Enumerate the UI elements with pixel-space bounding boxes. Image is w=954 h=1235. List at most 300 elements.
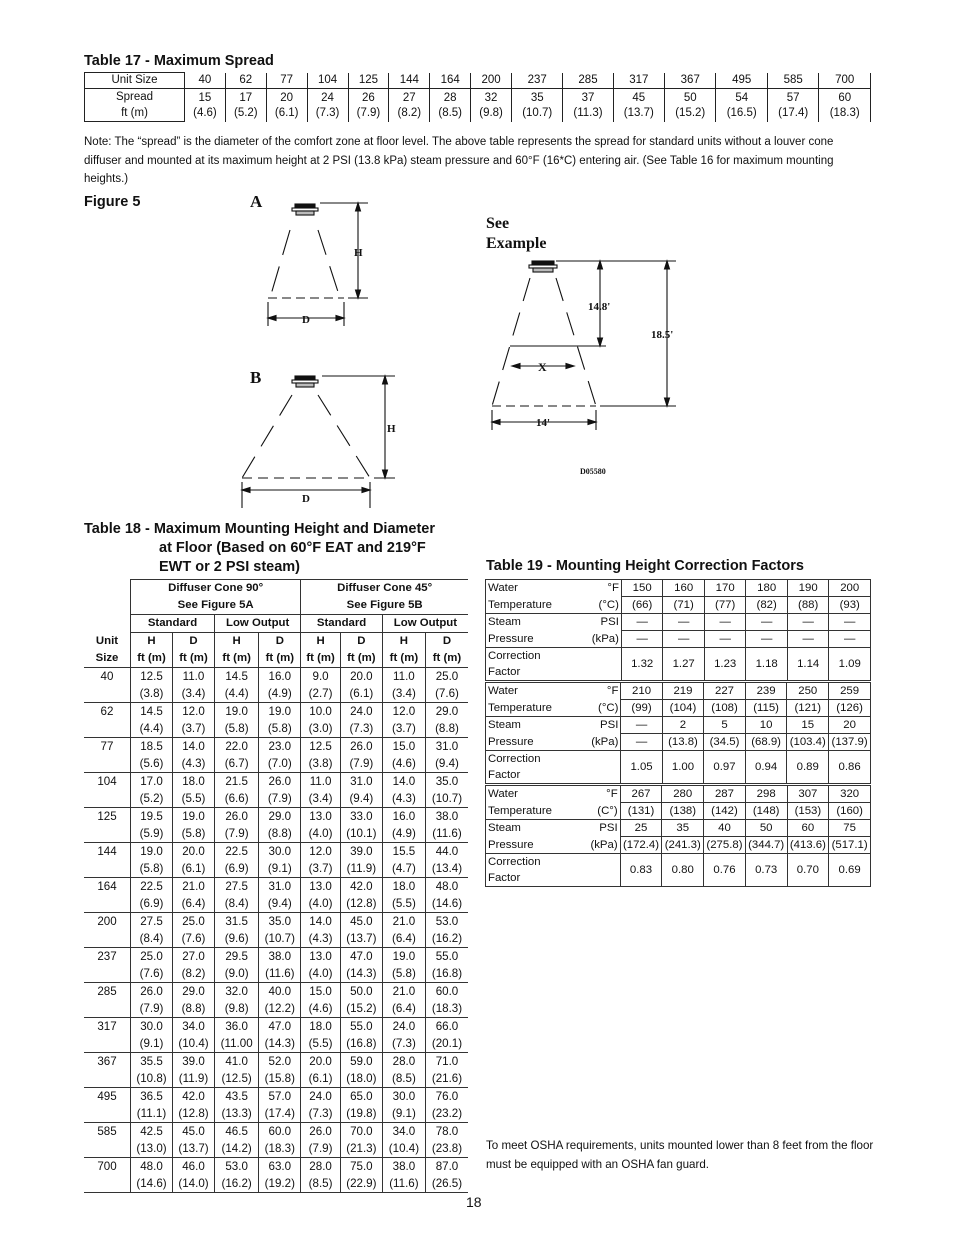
table18-cell-ft: 12.5 — [131, 668, 173, 686]
table19-cell: (172.4) — [620, 837, 662, 854]
table19-cell: 0.76 — [704, 854, 746, 887]
table19-row-unit: °F — [575, 580, 621, 597]
table19-cell: 0.89 — [787, 751, 829, 784]
table18-cell-m: (6.4) — [173, 895, 215, 913]
table18-cell-ft: 41.0 — [215, 1053, 259, 1071]
table18-cell-m: (6.1) — [173, 860, 215, 878]
table18-cell-m: (21.6) — [425, 1070, 468, 1088]
table17-cell: (5.2) — [225, 106, 266, 122]
table18-cell-ft: 38.0 — [425, 808, 468, 826]
table19-cell: — — [621, 734, 662, 751]
table18-cell-ft: 53.0 — [425, 913, 468, 931]
table19-row — [486, 837, 871, 854]
table19-row-label: Water — [486, 683, 576, 700]
table18-cell-m: (7.6) — [173, 930, 215, 948]
table18-cell-ft: 15.0 — [382, 738, 425, 756]
table18-cell-ft: 35.5 — [131, 1053, 173, 1071]
table19-row-unit: (kPa) — [575, 837, 621, 854]
table18-cell-ft: 26.0 — [131, 983, 173, 1001]
cone45-header: Diffuser Cone 45° — [301, 580, 468, 598]
table19-cell: (13.8) — [662, 734, 704, 751]
table18-cell-m: (7.9) — [340, 755, 382, 773]
table18-cell-m: (8.4) — [131, 930, 173, 948]
table18-cell-m: (6.7) — [215, 755, 259, 773]
table18-unit-size: 700 — [84, 1158, 131, 1176]
standard-90-header: Standard — [131, 615, 215, 633]
table19-row-label: Correction Factor — [486, 854, 575, 887]
table18-unit-size: 367 — [84, 1053, 131, 1071]
table18-unit-size: 40 — [84, 668, 131, 686]
table19-row — [486, 597, 871, 614]
table18-cell-m: (12.5) — [215, 1070, 259, 1088]
table19-row-unit: (°C) — [575, 597, 621, 614]
table19-row — [486, 786, 871, 803]
table19-cell: 0.86 — [829, 751, 871, 784]
table17-title: Table 17 - Maximum Spread — [84, 53, 274, 69]
standard-45-header: Standard — [301, 615, 383, 633]
table18-cell-ft: 31.0 — [340, 773, 382, 791]
table18-cell-m: (14.3) — [340, 965, 382, 983]
table18-cell-m: (11.1) — [131, 1105, 173, 1123]
table17-cell: 125 — [348, 73, 389, 89]
table18-cell-ft: 53.0 — [215, 1158, 259, 1176]
table18-cell-ft: 24.0 — [340, 703, 382, 721]
table18-cell-ft: 52.0 — [259, 1053, 301, 1071]
table19-row-label: Pressure — [486, 837, 575, 854]
table18-cell-ft: 33.0 — [340, 808, 382, 826]
table18-cell-m: (20.1) — [425, 1035, 468, 1053]
table17-cell: 37 — [563, 89, 613, 107]
table18-cell-m: (15.2) — [340, 1000, 382, 1018]
table18-col-header: D — [340, 633, 382, 651]
table19-cell: (160) — [829, 803, 871, 820]
table19-cell: (241.3) — [662, 837, 704, 854]
table17-cell: 20 — [266, 89, 307, 107]
table18-cell-m: (19.8) — [340, 1105, 382, 1123]
table18-cell-ft: 11.0 — [382, 668, 425, 686]
table18-cell-ft: 71.0 — [425, 1053, 468, 1071]
table18-cell-m: (6.9) — [131, 895, 173, 913]
table19-cell: 150 — [621, 580, 663, 597]
fig-b-h-label: H — [387, 423, 396, 435]
table18-cell-m: (8.2) — [173, 965, 215, 983]
table17-cell: 28 — [430, 89, 471, 107]
table18-row — [84, 948, 468, 966]
table17-cell: 317 — [613, 73, 664, 89]
table18-row-metric — [84, 755, 468, 773]
table17-cell: 700 — [819, 73, 871, 89]
table19-cell: 1.14 — [787, 648, 829, 681]
table19-row-unit: PSI — [575, 717, 621, 734]
table18-cell-m: (13.3) — [215, 1105, 259, 1123]
table19-cell: 250 — [787, 683, 829, 700]
table18-cell-ft: 14.5 — [131, 703, 173, 721]
table18-cell-ft: 60.0 — [259, 1123, 301, 1141]
table19-cell: (71) — [663, 597, 705, 614]
table18-cell-ft: 27.5 — [131, 913, 173, 931]
table18-cell-m: (4.9) — [382, 825, 425, 843]
table18-cell-ft: 12.0 — [382, 703, 425, 721]
table18-cell-ft: 45.0 — [340, 913, 382, 931]
table19-cell: 20 — [829, 717, 871, 734]
table19-cell: (148) — [745, 803, 787, 820]
cone90-header: Diffuser Cone 90° — [131, 580, 301, 598]
table19-cell: 75 — [829, 820, 871, 837]
table18-cell-m: (3.4) — [301, 790, 341, 808]
table18-cell-ft: 27.5 — [215, 878, 259, 896]
table18-title-line3: EWT or 2 PSI steam) — [159, 559, 301, 575]
table19-row — [486, 854, 871, 887]
table19-row-label: Water — [486, 580, 576, 597]
table18-title-line2: at Floor (Based on 60°F EAT and 219°F — [159, 540, 426, 556]
table19-cell: 1.32 — [621, 648, 663, 681]
table18-cell-ft: 14.0 — [301, 913, 341, 931]
table19-cell: — — [621, 614, 663, 631]
table18-col-header: H — [382, 633, 425, 651]
table18-cell-m: (10.4) — [382, 1140, 425, 1158]
table18-col-header: D — [259, 633, 301, 651]
fig-dim-14: 14' — [536, 417, 551, 429]
table18-cell-ft: 20.0 — [301, 1053, 341, 1071]
table18-cell-ft: 66.0 — [425, 1018, 468, 1036]
table18-cell-m: (4.0) — [301, 895, 341, 913]
table18-cell-ft: 22.5 — [131, 878, 173, 896]
table19-cell: 5 — [704, 717, 746, 734]
table18-row-metric — [84, 1070, 468, 1088]
table18-cell-m: (13.0) — [131, 1140, 173, 1158]
table18-cell-m: (10.7) — [259, 930, 301, 948]
table18-cell-ft: 28.0 — [301, 1158, 341, 1176]
table18-unit-header: ft (m) — [131, 650, 173, 668]
table18-cell-m: (8.8) — [173, 1000, 215, 1018]
table18-cell-ft: 47.0 — [340, 948, 382, 966]
table18-cell-ft: 18.5 — [131, 738, 173, 756]
table18-cell-ft: 23.0 — [259, 738, 301, 756]
table18-cell-ft: 13.0 — [301, 948, 341, 966]
table18-cell-ft: 59.0 — [340, 1053, 382, 1071]
fig-dim-18-5: 18.5' — [651, 329, 674, 341]
table18-cell-ft: 60.0 — [425, 983, 468, 1001]
table19-cell: 160 — [663, 580, 705, 597]
table17-cell: (10.7) — [512, 106, 563, 122]
table18-cell-m: (14.3) — [259, 1035, 301, 1053]
table18-cell-ft: 19.0 — [131, 843, 173, 861]
table18-cell-m: (5.8) — [131, 860, 173, 878]
table19-cell: 227 — [704, 683, 746, 700]
table19-cell: 1.18 — [746, 648, 788, 681]
table19-row-unit — [575, 751, 621, 784]
table18-cell-ft: 87.0 — [425, 1158, 468, 1176]
table18-cell-ft: 65.0 — [340, 1088, 382, 1106]
table19-cell: 0.69 — [829, 854, 871, 887]
table18-cell-m: (3.7) — [301, 860, 341, 878]
table19-cell: (66) — [621, 597, 663, 614]
table18-cell-ft: 25.0 — [131, 948, 173, 966]
table18-row-metric — [84, 685, 468, 703]
table18-cell-ft: 25.0 — [173, 913, 215, 931]
table18-cell-m: (4.4) — [215, 685, 259, 703]
table18-cell-m: (8.8) — [259, 825, 301, 843]
table18-cell-m: (6.1) — [301, 1070, 341, 1088]
table18-cell-m: (18.0) — [340, 1070, 382, 1088]
diagram-example — [492, 261, 676, 430]
table18-title-line1: Table 18 - Maximum Mounting Height and Diameter — [84, 521, 435, 537]
figure5-label: Figure 5 — [84, 194, 141, 210]
table18-cell-m: (11.9) — [173, 1070, 215, 1088]
table17-cell: 54 — [716, 89, 767, 107]
table18-cell-ft: 19.0 — [173, 808, 215, 826]
table19-cell: 0.73 — [745, 854, 787, 887]
table18-cell-m: (6.9) — [215, 860, 259, 878]
table18-cell-ft: 76.0 — [425, 1088, 468, 1106]
table17-cell: 17 — [225, 89, 266, 107]
table19-cell: (93) — [829, 597, 871, 614]
table19-row-label: Steam — [486, 820, 575, 837]
table18-cell-m: (7.6) — [425, 685, 468, 703]
table19-cell: — — [621, 717, 662, 734]
table17-cell: (7.9) — [348, 106, 389, 122]
fig-b-label: B — [250, 368, 262, 387]
table18-cell-ft: 14.5 — [215, 668, 259, 686]
table17-cell: (15.2) — [665, 106, 716, 122]
table18-unit-header: ft (m) — [382, 650, 425, 668]
table18-cell-ft: 22.5 — [215, 843, 259, 861]
table19-cell: — — [746, 631, 788, 648]
table18-row-metric — [84, 790, 468, 808]
table18-cell-ft: 24.0 — [382, 1018, 425, 1036]
table18-cell-ft: 30.0 — [259, 843, 301, 861]
table18-cell-m: (10.7) — [425, 790, 468, 808]
table18-cell-m: (16.8) — [425, 965, 468, 983]
table19-cell: 170 — [704, 580, 746, 597]
table17-cell: 26 — [348, 89, 389, 107]
table17-cell: 57 — [767, 89, 818, 107]
table19-cell: 0.83 — [620, 854, 662, 887]
figure5-diagram — [220, 190, 700, 520]
table18-cell-m: (11.6) — [425, 825, 468, 843]
table18-unit-header: ft (m) — [301, 650, 341, 668]
table19-cell: — — [787, 614, 829, 631]
table18-cell-ft: 63.0 — [259, 1158, 301, 1176]
table17-cell: 237 — [512, 73, 563, 89]
table18-cell-m: (5.8) — [382, 965, 425, 983]
table18-cell-m: (7.9) — [259, 790, 301, 808]
table18-cell-ft: 19.0 — [382, 948, 425, 966]
low-output-45-header: Low Output — [382, 615, 468, 633]
table19-cell: 219 — [662, 683, 704, 700]
table18-cell-m: (10.8) — [131, 1070, 173, 1088]
table19-row-label: Correction Factor — [486, 751, 576, 784]
table18-col-header: H — [301, 633, 341, 651]
table19-cell: (77) — [704, 597, 746, 614]
table18-row — [84, 983, 468, 1001]
table18-cell-m: (4.4) — [131, 720, 173, 738]
table19-row-label: Water — [486, 786, 575, 803]
table19-cell: — — [704, 631, 746, 648]
table18-row — [84, 1123, 468, 1141]
table19-row-unit: °F — [575, 786, 621, 803]
table18-cell-m: (12.2) — [259, 1000, 301, 1018]
table18-cell-ft: 26.0 — [259, 773, 301, 791]
table19-cell: 15 — [787, 717, 829, 734]
table18-cell-m: (4.3) — [382, 790, 425, 808]
table18-cell-m: (5.6) — [131, 755, 173, 773]
fig-a-label: A — [250, 192, 263, 211]
low-output-90-header: Low Output — [215, 615, 301, 633]
table18-unit-size: 585 — [84, 1123, 131, 1141]
table17-cell: (7.3) — [307, 106, 348, 122]
table18-cell-ft: 70.0 — [340, 1123, 382, 1141]
table18-cell-m: (7.9) — [215, 825, 259, 843]
table19-cell: (344.7) — [745, 837, 787, 854]
fig-dim-14-8: 14.8' — [588, 301, 611, 313]
table18-cell-ft: 19.0 — [259, 703, 301, 721]
table18-cell-ft: 35.0 — [425, 773, 468, 791]
table19-cell: — — [663, 631, 705, 648]
table18-cell-ft: 31.0 — [425, 738, 468, 756]
table18-row-metric — [84, 965, 468, 983]
table18-cell-m: (7.3) — [340, 720, 382, 738]
fig-a-h-label: H — [354, 247, 363, 259]
table19-row-label: Temperature — [486, 700, 576, 717]
diagram-b — [242, 376, 395, 508]
table18-cell-m: (14.2) — [215, 1140, 259, 1158]
table18-cell-m: (5.9) — [131, 825, 173, 843]
table17-cell: 495 — [716, 73, 767, 89]
table18-cell-m: (6.4) — [382, 930, 425, 948]
fig-code: D05580 — [580, 467, 606, 476]
table18-cell-ft: 21.5 — [215, 773, 259, 791]
table18-cell-m: (4.6) — [382, 755, 425, 773]
table19-title: Table 19 - Mounting Height Correction Factors — [486, 558, 804, 574]
table17-cell: (8.2) — [389, 106, 430, 122]
table18-cell-ft: 29.0 — [425, 703, 468, 721]
fig-see-label: See — [486, 215, 510, 232]
table18-row-metric — [84, 720, 468, 738]
table19-cell: 287 — [704, 786, 746, 803]
table18-cell-m: (10.1) — [340, 825, 382, 843]
table19-cell: 0.80 — [662, 854, 704, 887]
table19-cell: (88) — [787, 597, 829, 614]
table19-row-unit — [575, 648, 621, 681]
table18-cell-ft: 55.0 — [340, 1018, 382, 1036]
table18-unit-size: 62 — [84, 703, 131, 721]
diagram-a — [268, 203, 368, 326]
table19-cell: (103.4) — [787, 734, 829, 751]
table18-cell-m: (7.0) — [259, 755, 301, 773]
table18-row — [84, 738, 468, 756]
table18-cell-ft: 24.0 — [301, 1088, 341, 1106]
table19-row — [486, 751, 871, 784]
table18-cell-m: (13.7) — [173, 1140, 215, 1158]
table17-cell: (11.3) — [563, 106, 613, 122]
table19-block-1 — [485, 579, 871, 681]
table17-row — [85, 73, 871, 89]
table19-row-unit — [575, 854, 621, 887]
table17-cell: 77 — [266, 73, 307, 89]
table19-row-label: Temperature — [486, 597, 576, 614]
table18-cell-m: (9.1) — [382, 1105, 425, 1123]
table18-cell-m: (8.8) — [425, 720, 468, 738]
table18-row-metric — [84, 1140, 468, 1158]
table19-cell: — — [663, 614, 705, 631]
table18-unit-size: 285 — [84, 983, 131, 1001]
table18-cell-m: (9.1) — [131, 1035, 173, 1053]
table17-cell: 24 — [307, 89, 348, 107]
table18-cell-ft: 46.0 — [173, 1158, 215, 1176]
table18-unit-size: 495 — [84, 1088, 131, 1106]
table18-cell-m: (21.3) — [340, 1140, 382, 1158]
table18-cell-ft: 39.0 — [173, 1053, 215, 1071]
table18-row-metric — [84, 860, 468, 878]
table19-cell: 298 — [745, 786, 787, 803]
table18-cell-m: (13.4) — [425, 860, 468, 878]
table18-unit-size: 237 — [84, 948, 131, 966]
table18-cell-m: (3.4) — [173, 685, 215, 703]
table18-cell-ft: 36.5 — [131, 1088, 173, 1106]
table18-cell-ft: 13.0 — [301, 878, 341, 896]
table17-cell: (8.5) — [430, 106, 471, 122]
table18-cell-ft: 17.0 — [131, 773, 173, 791]
table18-cell-ft: 48.0 — [425, 878, 468, 896]
table18-cell-ft: 43.5 — [215, 1088, 259, 1106]
table18-cell-ft: 47.0 — [259, 1018, 301, 1036]
table18-row — [84, 703, 468, 721]
table19-cell: (121) — [787, 700, 829, 717]
table19-cell: — — [621, 631, 663, 648]
table18-cell-m: (16.2) — [425, 930, 468, 948]
table18-cell-ft: 12.5 — [301, 738, 341, 756]
table19-row-unit: °F — [575, 683, 621, 700]
table18-unit-size: 164 — [84, 878, 131, 896]
see-figure-5b: See Figure 5B — [301, 597, 468, 615]
table18-row — [84, 808, 468, 826]
table18-cell-ft: 16.0 — [259, 668, 301, 686]
table18-cell-m: (8.5) — [301, 1175, 341, 1193]
table19-row-unit: (°C) — [575, 700, 621, 717]
table18-cell-m: (11.6) — [382, 1175, 425, 1193]
table17-cell: 144 — [389, 73, 430, 89]
table19-row — [486, 820, 871, 837]
table18-cell-m: (3.4) — [382, 685, 425, 703]
table18-cell-ft: 22.0 — [215, 738, 259, 756]
table19-cell: 1.09 — [829, 648, 871, 681]
table19-cell: (153) — [787, 803, 829, 820]
table18-cell-ft: 42.0 — [173, 1088, 215, 1106]
table17-cell: (18.3) — [819, 106, 871, 122]
fig-b-d-label: D — [302, 493, 310, 505]
table18-cell-m: (22.9) — [340, 1175, 382, 1193]
table19-row — [486, 631, 871, 648]
table18-cell-m: (4.3) — [301, 930, 341, 948]
table19-cell: 267 — [620, 786, 662, 803]
table19-row-unit: (C°) — [575, 803, 621, 820]
table19-row-label: Steam — [486, 717, 576, 734]
table19-cell: (99) — [621, 700, 662, 717]
table18-cell-ft: 35.0 — [259, 913, 301, 931]
table18-cell-ft: 40.0 — [259, 983, 301, 1001]
table19-row — [486, 614, 871, 631]
table18-row — [84, 668, 468, 686]
table18-row-metric — [84, 1035, 468, 1053]
table19-cell: (517.1) — [829, 837, 871, 854]
table18-cell-m: (4.6) — [301, 1000, 341, 1018]
table18-cell-ft: 36.0 — [215, 1018, 259, 1036]
table18-cell-m: (18.3) — [259, 1140, 301, 1158]
table18-cell-ft: 27.0 — [173, 948, 215, 966]
table18-cell-ft: 14.0 — [173, 738, 215, 756]
table17-row-label: Spread — [85, 89, 185, 107]
